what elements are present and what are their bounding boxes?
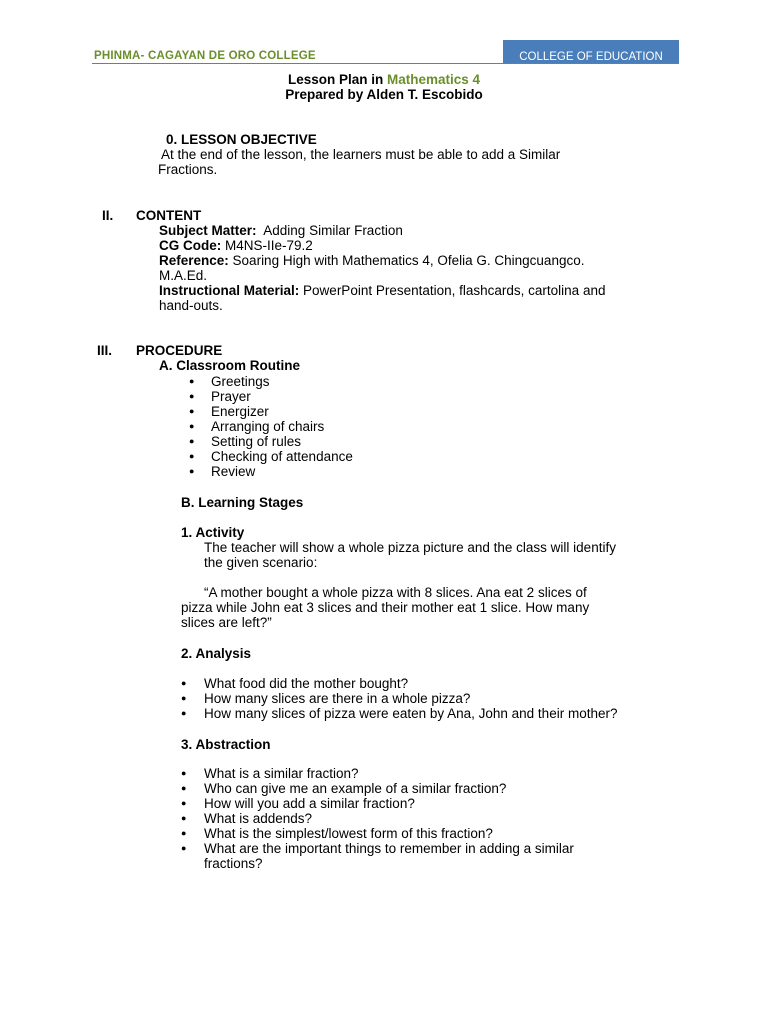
header-divider xyxy=(92,63,679,64)
department-banner xyxy=(503,40,679,64)
list-item: What is the simplest/lowest form of this fraction? xyxy=(204,826,493,841)
bullet-icon: ● xyxy=(189,421,195,431)
cg-code xyxy=(159,238,313,253)
reference xyxy=(159,253,584,268)
bullet-icon: ● xyxy=(189,406,195,416)
list-item: What is a similar fraction? xyxy=(204,766,359,781)
list-item: How many slices of pizza were eaten by Ana, John and their mother? xyxy=(204,706,618,721)
material-value: PowerPoint Presentation, flashcards, cartolina and xyxy=(303,283,606,298)
list-item: Greetings xyxy=(211,374,270,389)
list-item: What is addends? xyxy=(204,811,313,826)
abstraction-heading: 3. Abstraction xyxy=(181,737,271,752)
list-item: Prayer xyxy=(211,389,251,404)
material-label: Instructional Material: xyxy=(159,283,300,298)
bullet-icon: ● xyxy=(189,391,195,401)
list-item: What food did the mother bought? xyxy=(204,676,409,691)
bullet-icon: ● xyxy=(189,466,195,476)
list-item: Review xyxy=(211,464,256,479)
instructional-material xyxy=(159,283,605,298)
bullet-icon: ● xyxy=(181,828,187,838)
list-item: Checking of attendance xyxy=(211,449,353,464)
activity-heading: 1. Activity xyxy=(181,525,245,540)
list-item-cont: fractions? xyxy=(204,856,263,871)
bullet-icon: ● xyxy=(181,678,187,688)
list-item: Arranging of chairs xyxy=(211,419,325,434)
document-title xyxy=(0,72,768,87)
subject-matter-label: Subject Matter: xyxy=(159,223,257,238)
analysis-heading: 2. Analysis xyxy=(181,646,252,661)
bullet-icon: ● xyxy=(181,708,187,718)
bullet-icon: ● xyxy=(181,768,187,778)
cg-code-label: CG Code: xyxy=(159,238,222,253)
reference-label: Reference: xyxy=(159,253,229,268)
list-item: How will you add a similar fraction? xyxy=(204,796,415,811)
subject-matter xyxy=(159,223,403,238)
content-numeral: II. xyxy=(102,208,114,223)
subject-matter-value: Adding Similar Fraction xyxy=(263,223,403,238)
list-item: Who can give me an example of a similar fraction? xyxy=(204,781,507,796)
routine-heading: A. Classroom Routine xyxy=(159,358,301,373)
bullet-icon: ● xyxy=(189,436,195,446)
content-heading: CONTENT xyxy=(136,208,202,223)
objective-heading: 0. LESSON OBJECTIVE xyxy=(166,132,317,147)
objective-line-1: At the end of the lesson, the learners must be able to add a Similar xyxy=(161,147,561,162)
scenario-line-3: slices are left?” xyxy=(181,615,272,630)
procedure-numeral: III. xyxy=(97,343,113,358)
list-item: Setting of rules xyxy=(211,434,302,449)
prepared-by: Prepared by Alden T. Escobido xyxy=(285,87,483,102)
bullet-icon: ● xyxy=(189,451,195,461)
bullet-icon: ● xyxy=(181,783,187,793)
bullet-icon: ● xyxy=(181,843,187,853)
bullet-icon: ● xyxy=(181,798,187,808)
objective-line-2: Fractions. xyxy=(158,162,218,177)
stages-heading: B. Learning Stages xyxy=(181,495,304,510)
department-label: COLLEGE OF EDUCATION xyxy=(519,51,663,63)
scenario-line-1: “A mother bought a whole pizza with 8 slices. Ana eat 2 slices of xyxy=(204,585,587,600)
cg-code-value: M4NS-IIe-79.2 xyxy=(225,238,313,253)
list-item: Energizer xyxy=(211,404,269,419)
material-value-cont: hand-outs. xyxy=(159,298,223,313)
title-prefix: Lesson Plan in xyxy=(287,72,387,87)
bullet-icon: ● xyxy=(181,813,187,823)
activity-line-1: The teacher will show a whole pizza picture and the class will identify xyxy=(204,540,616,555)
bullet-icon: ● xyxy=(189,376,195,386)
reference-value: Soaring High with Mathematics 4, Ofelia G. Chingcuangco. xyxy=(232,253,585,268)
procedure-heading: PROCEDURE xyxy=(136,343,223,358)
title-subject: Mathematics 4 xyxy=(386,72,481,87)
college-name: PHINMA- CAGAYAN DE ORO COLLEGE xyxy=(94,50,316,62)
activity-line-2: the given scenario: xyxy=(204,555,318,570)
reference-value-cont: M.A.Ed. xyxy=(159,268,208,283)
bullet-icon: ● xyxy=(181,693,187,703)
list-item: How many slices are there in a whole pizza? xyxy=(204,691,471,706)
list-item: What are the important things to remember in adding a similar xyxy=(204,841,574,856)
scenario-line-2: pizza while John eat 3 slices and their mother eat 1 slice. How many xyxy=(181,600,590,615)
